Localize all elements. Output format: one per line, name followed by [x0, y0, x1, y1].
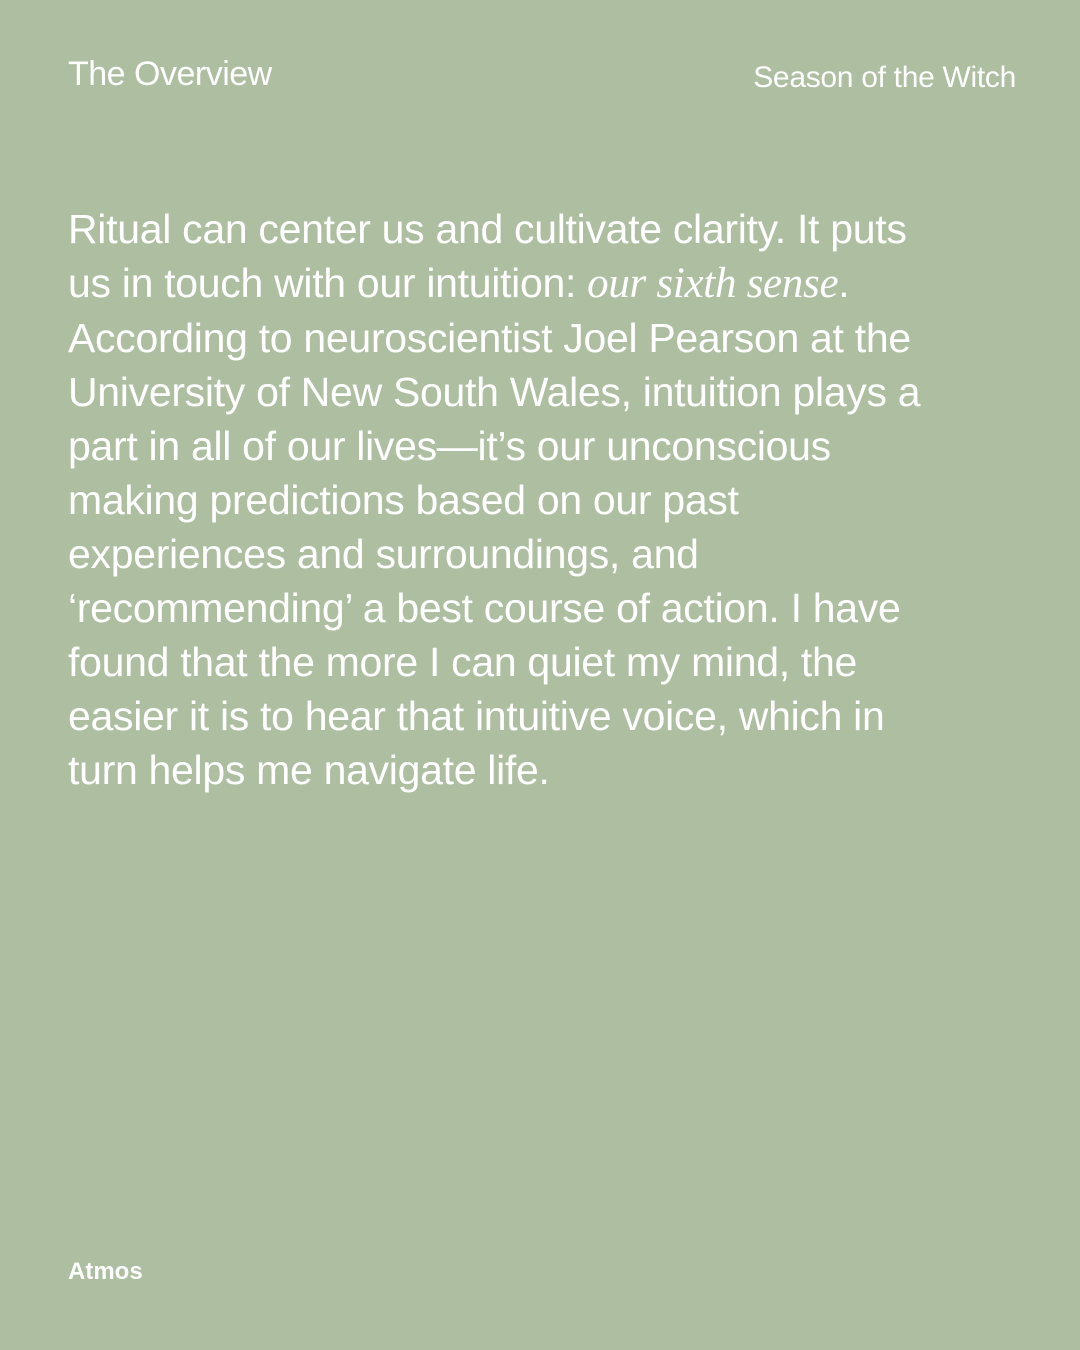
article-text-main: . According to neuroscientist Joel Pearson at the University of New South Wales, intuition plays a part in all of our lives—it’s our unconscious making predictions based on our past experiences and surroundings, and ‘recommending’ a best course of action. I have found that the more I can quiet my mind, the easier it is to hear that intuitive voice, which in turn helps me navigate life.: [68, 260, 921, 793]
article-emphasis: our sixth sense: [587, 260, 839, 307]
series-title: Season of the Witch: [753, 61, 1016, 94]
brand-logo: Atmos: [68, 1258, 143, 1285]
page-title: The Overview: [68, 55, 272, 93]
article-body: [68, 202, 948, 797]
article-text-intro: Ritual can center us and cultivate clarity. It puts us in touch with our intuition:: [68, 206, 907, 306]
